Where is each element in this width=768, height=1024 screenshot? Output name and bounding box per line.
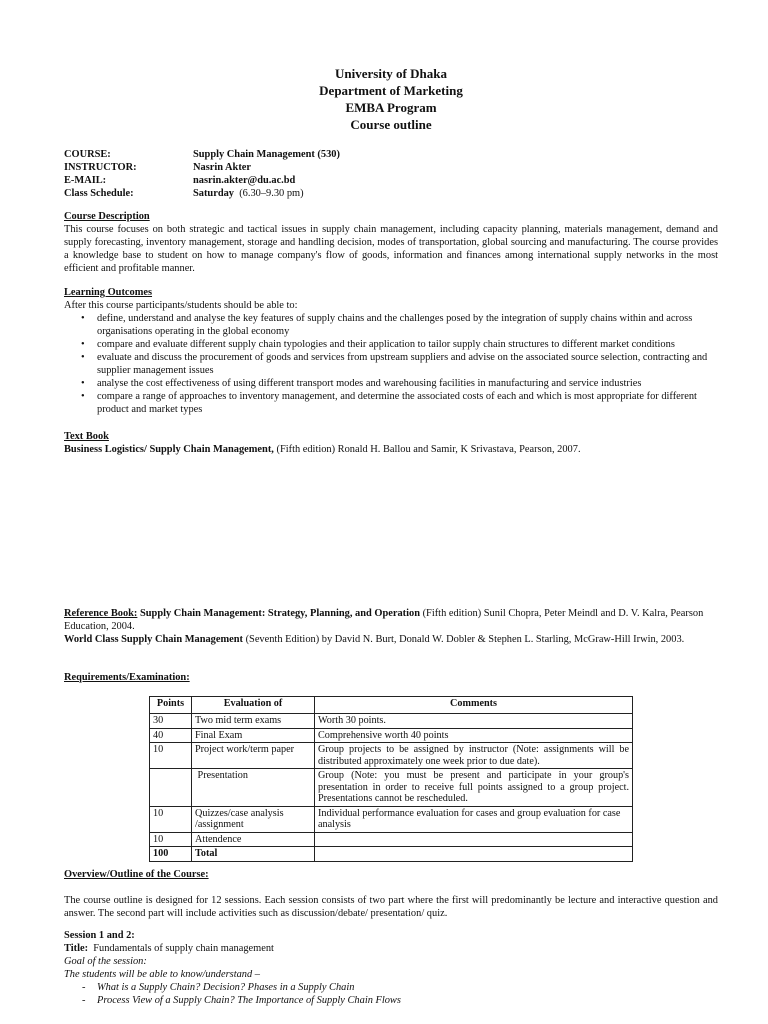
section-title: Overview/Outline of the Course: bbox=[64, 869, 209, 880]
table-cell: Final Exam bbox=[192, 728, 315, 743]
info-row-email bbox=[64, 174, 340, 187]
info-row-schedule bbox=[64, 187, 340, 200]
table-cell: Attendence bbox=[192, 832, 315, 847]
reference-books bbox=[64, 607, 718, 646]
section-intro: After this course participants/students should be able to: bbox=[64, 300, 298, 311]
document-header bbox=[64, 65, 718, 133]
table-row-total bbox=[150, 847, 633, 862]
session-goal: Goal of the session: bbox=[64, 956, 147, 967]
info-label: COURSE: bbox=[64, 149, 111, 160]
info-value: Supply Chain Management (530) bbox=[193, 149, 340, 160]
table-cell: 30 bbox=[150, 714, 192, 729]
table-cell: 100 bbox=[150, 847, 192, 862]
list-item: • analyse the cost effectiveness of using different transport modes and warehousing facilities in manufacturing and service industries bbox=[64, 377, 718, 390]
outcomes-list bbox=[64, 312, 718, 416]
requirements-table bbox=[149, 696, 633, 862]
info-label: Class Schedule: bbox=[64, 188, 134, 199]
info-value: Saturday bbox=[193, 188, 234, 199]
requirements-title bbox=[64, 671, 718, 684]
section-title: Course Description bbox=[64, 211, 150, 222]
textbook-entry bbox=[64, 443, 718, 456]
session-students: The students will be able to know/understand – bbox=[64, 969, 260, 980]
table-row bbox=[150, 743, 633, 769]
table-cell: Group (Note: you must be present and participate in your group's presentation in order to receive full points assigned to a group project. Presentations cannot be rescheduled. bbox=[315, 769, 633, 807]
book-details: (Seventh Edition) by David N. Burt, Donald W. Dobler & Stephen L. Starling, McGraw-Hill Irwin, 2003. bbox=[242, 634, 685, 645]
session-1-2 bbox=[64, 929, 718, 1007]
text-book bbox=[64, 430, 718, 456]
table-cell bbox=[150, 769, 192, 807]
list-item: • compare a range of approaches to inventory management, and determine the associated costs of each and which is most appropriate for different product and market types bbox=[64, 390, 718, 416]
section-text: The course outline is designed for 12 sessions. Each session consists of two part where the first will predominantly be lecture and interactive question and answer. The second part will include activities such as discussion/debate/ presentation/ quiz. bbox=[64, 895, 718, 919]
table-cell: Individual performance evaluation for cases and group evaluation for case analysis bbox=[315, 806, 633, 832]
info-label: E-MAIL: bbox=[64, 175, 107, 186]
column-header: Comments bbox=[315, 697, 633, 714]
program-name: EMBA Program bbox=[345, 100, 437, 115]
table-cell: Presentation bbox=[192, 769, 315, 807]
session-title-value: Fundamentals of supply chain management bbox=[88, 943, 274, 954]
list-item: - What is a Supply Chain? Decision? Phases in a Supply Chain bbox=[64, 981, 718, 994]
info-value: Nasrin Akter bbox=[193, 162, 252, 173]
book-title: Supply Chain Management: Strategy, Planning, and Operation bbox=[137, 608, 420, 619]
info-row-course bbox=[64, 148, 340, 161]
table-row bbox=[150, 806, 633, 832]
section-text: This course focuses on both strategic and tactical issues in supply chain management, including capacity planning, materials management, demand and supply forecasting, inventory management, storage and handling decision, modes of transportation, global sourcing and manufacturing. The course provides a knowledge base to student on how to manage company's flow of goods, information and finances among international supply networks in the most efficient and profitable manner. bbox=[64, 224, 718, 274]
session-title-label: Title: bbox=[64, 943, 89, 954]
info-label: INSTRUCTOR: bbox=[64, 162, 137, 173]
book-details: (Fifth edition) Ronald H. Ballou and Samir, K Srivastava, Pearson, 2007. bbox=[273, 444, 581, 455]
book-details: (Fifth edition) Sunil Chopra, Peter Meindl and D. V. Kalra, Pearson Education, 2004. bbox=[64, 608, 704, 632]
book-title: World Class Supply Chain Management bbox=[64, 634, 243, 645]
table-row bbox=[150, 714, 633, 729]
session-heading: Session 1 and 2: bbox=[64, 930, 135, 941]
table-cell: 40 bbox=[150, 728, 192, 743]
session-topics-list bbox=[64, 981, 718, 1007]
department-name: Department of Marketing bbox=[319, 83, 463, 98]
book-title: Business Logistics/ Supply Chain Management, bbox=[64, 444, 274, 455]
table-cell: 10 bbox=[150, 832, 192, 847]
reference-entry-1 bbox=[64, 607, 718, 633]
table-cell: Two mid term exams bbox=[192, 714, 315, 729]
list-item: - Process View of a Supply Chain? The Importance of Supply Chain Flows bbox=[64, 994, 718, 1007]
university-name: University of Dhaka bbox=[335, 66, 447, 81]
course-info bbox=[64, 148, 340, 200]
list-item: • evaluate and discuss the procurement of goods and services from upstream suppliers and advise on the associated source selection, contracting and supplier management issues bbox=[64, 351, 718, 377]
table-cell: Project work/term paper bbox=[192, 743, 315, 769]
table-header-row bbox=[150, 697, 633, 714]
table-cell bbox=[315, 847, 633, 862]
list-item: • compare and evaluate different supply chain typologies and their application to tailor supply chain structures to different market conditions bbox=[64, 338, 718, 351]
table-row bbox=[150, 728, 633, 743]
section-title: Learning Outcomes bbox=[64, 287, 153, 298]
info-value: nasrin.akter@du.ac.bd bbox=[193, 175, 296, 186]
info-value-extra: (6.30–9.30 pm) bbox=[239, 188, 304, 199]
column-header: Points bbox=[150, 697, 192, 714]
table-cell: Quizzes/case analysis /assignment bbox=[192, 806, 315, 832]
info-row-instructor bbox=[64, 161, 340, 174]
table-cell: Group projects to be assigned by instructor (Note: assignments will be distributed approximately one week prior to due date). bbox=[315, 743, 633, 769]
course-overview bbox=[64, 868, 718, 920]
table-row bbox=[150, 832, 633, 847]
document-title: Course outline bbox=[350, 117, 432, 132]
table-cell bbox=[315, 832, 633, 847]
table-cell: 10 bbox=[150, 743, 192, 769]
table-cell: Worth 30 points. bbox=[315, 714, 633, 729]
reference-entry-2 bbox=[64, 633, 718, 646]
course-description bbox=[64, 210, 718, 275]
reference-label: Reference Book: bbox=[64, 608, 138, 619]
table-row bbox=[150, 769, 633, 807]
section-title: Text Book bbox=[64, 431, 109, 442]
session-title bbox=[64, 942, 718, 955]
section-title: Requirements/Examination: bbox=[64, 672, 190, 683]
table-cell: Total bbox=[192, 847, 315, 862]
table-cell: 10 bbox=[150, 806, 192, 832]
column-header: Evaluation of bbox=[192, 697, 315, 714]
table-cell: Comprehensive worth 40 points bbox=[315, 728, 633, 743]
learning-outcomes bbox=[64, 286, 718, 416]
list-item: • define, understand and analyse the key features of supply chains and the challenges posed by the integration of supply chains within and across organisations operating in the global economy bbox=[64, 312, 718, 338]
